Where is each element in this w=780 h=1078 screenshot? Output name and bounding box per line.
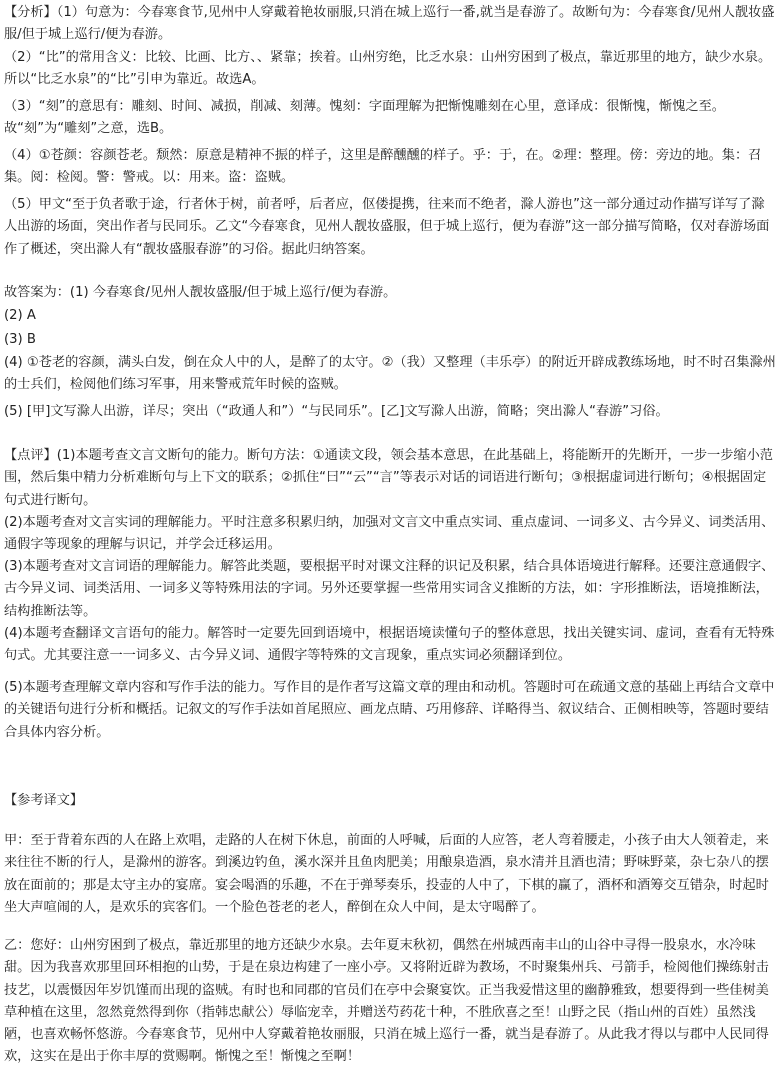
answer-4: (4) ①苍老的容颜，满头白发，倒在众人中的人，是醉了的太守。②（我）又整理（丰乐亭）的附近开辟成教练场地，时不时召集滁州的士兵们，检阅他们练习军事，用来警戒荒年时候的盗贼。: [4, 355, 776, 393]
translation-jia: 甲：至于背着东西的人在路上欢唱，走路的人在树下休息，前面的人呼喊，后面的人应答，老人弯着腰走，小孩子由大人领着走，来来往往不断的行人，是滁州的游客。到溪边钓鱼，溪水深并且鱼肉肥美；用酿泉造酒，泉水清并且酒也清；野味野菜，杂七杂八的摆放在面前的；那是太守主办的宴席。宴会喝酒的乐趣，不在于弹琴奏乐，投壶的人中了，下棋的赢了，酒杯和酒筹交互错杂，时起时坐大声喧闹的人，是欢乐的宾客们。一个脸色苍老的老人，醉倒在众人中间，是太守喝醉了。: [4, 833, 769, 915]
answer-3: (3) B: [4, 332, 36, 347]
comment-3: (3)本题考查对文言词语的理解能力。解答此类题，要根据平时对课文注释的识记及积累，结合具体语境进行解释。还要注意通假字、古今异义词、词类活用、一词多义等特殊用法的字词。另外还要掌握一些常用实词含义推断的方法，如：字形推断法，语境推断法，结构推断法等。: [4, 559, 775, 619]
comment-2: (2)本题考查对文言实词的理解能力。平时注意多积累归纳，加强对文言文中重点实词、重点虚词、一词多义、古今异义、词类活用、通假字等现象的理解与识记，并学会迁移运用。: [4, 515, 775, 553]
translation-yi: 乙：您好：山州穷困到了极点，靠近那里的地方还缺少水泉。去年夏末秋初，偶然在州城西南丰山的山谷中寻得一股泉水，水冷味甜。因为我喜欢那里回环相抱的山势，于是在泉边构建了一座小亭。又将附近辟为教场，不时聚集州兵、弓箭手，检阅他们操练射击技艺，以震慑因年岁饥馑而出现的盗贼。有时也和同郡的官员们在亭中会聚宴饮。正当我爱惜这里的幽静雅致，想要得到一些佳树美草种植在这里，忽然竟然得到你（指韩忠献公）辱临宠幸，并赠送芍药花十种，不胜欣喜之至！山野之民（指山州的百姓）虽然浅陋，也喜欢畅怀悠游。今春寒食节，见州中人穿戴着艳妆丽服，只消在城上巡行一番，就当是春游了。从此我才得以与郡中人民同得欢，这实在是出于你丰厚的赏赐啊。惭愧之至！惭愧之至啊！: [4, 938, 769, 1065]
answer-2: (2) A: [4, 308, 36, 323]
analysis-paragraph-3: （3）“刻”的意思有：雕刻、时间、减损，削减、刻薄。愧刻：字面理解为把惭愧雕刻在心里，意译成：很惭愧，惭愧之至。故“刻”为“雕刻”之意，选B。: [4, 99, 725, 137]
analysis-paragraph-1: [4, 2, 776, 47]
answer-intro: 故答案为：(1) 今春寒食/见州人靓妆盛服/但于城上巡行/便为春游。: [4, 285, 397, 300]
analysis-paragraph-4: （4）①苍颜：容颜苍老。颓然：原意是精神不振的样子，这里是醉醺醺的样子。乎：于，在。②理：整理。傍：旁边的地。集：召集。阅：检阅。警：警戒。以：用来。盗：盗贼。: [4, 148, 762, 186]
analysis-header: 【分析】: [4, 5, 57, 20]
answer-5: (5) [甲]文写滁人出游，详尽；突出（“政通人和”）“与民同乐”。[乙]文写滁人出游，简略；突出滁人“春游”习俗。: [4, 404, 669, 419]
comment-1: 【点评】(1)本题考查文言文断句的能力。断句方法：①通读文段，领会基本意思，在此基础上，将能断开的先断开，一步一步缩小范围，然后集中精力分析难断句与上下文的联系；②抓住“曰”“云”“言”等表示对话的词语进行断句；③根据虚词进行断句；④根据固定句式进行断句。: [4, 448, 773, 508]
comment-4: (4)本题考查翻译文言语句的能力。解答时一定要先回到语境中，根据语境读懂句子的整体意思，找出关键实词、虚词，查看有无特殊句式。尤其要注意一一词多义、古今异义词、通假字等特殊的文言现象，重点实词必须翻译到位。: [4, 626, 775, 664]
analysis-paragraph-5: （5）甲文“至于负者歌于途，行者休于树，前者呼，后者应，伛偻提携，往来而不绝者，滁人游也”这一部分通过动作描写详写了滁人出游的场面，突出作者与民同乐。乙文“今春寒食，见州人靓妆盛服，但于城上巡行，便为春游”这一部分描写简略，仅对春游场面作了概述，突出滁人有“靓妆盛服春游”的习俗。据此归纳答案。: [4, 197, 770, 257]
analysis-paragraph-2: （2）“比”的常用含义：比较、比画、比方、、紧靠；挨着。山州穷绝，比乏水泉：山州穷困到了极点，靠近那里的地方，缺少水泉。所以“比乏水泉”的“比”引申为靠近。故选A。: [4, 50, 772, 88]
translation-header: 【参考译文】: [4, 793, 84, 808]
comment-5: (5)本题考查理解文章内容和写作手法的能力。写作目的是作者写这篇文章的理由和动机。答题时可在疏通文意的基础上再结合文章中的关键语句进行分析和概括。记叙文的写作手法如首尾照应、画龙点睛、巧用修辞、详略得当、叙议结合、正侧相映等，答题时要结合具体内容分析。: [4, 680, 775, 740]
analysis-item-1: （1）句意为：今春寒食节,见州中人穿戴着艳妆丽服,只消在城上巡行一番,就当是春游了。故断句为：今春寒食/见州人靓妆盛服/但于城上巡行/便为春游。: [4, 5, 775, 43]
